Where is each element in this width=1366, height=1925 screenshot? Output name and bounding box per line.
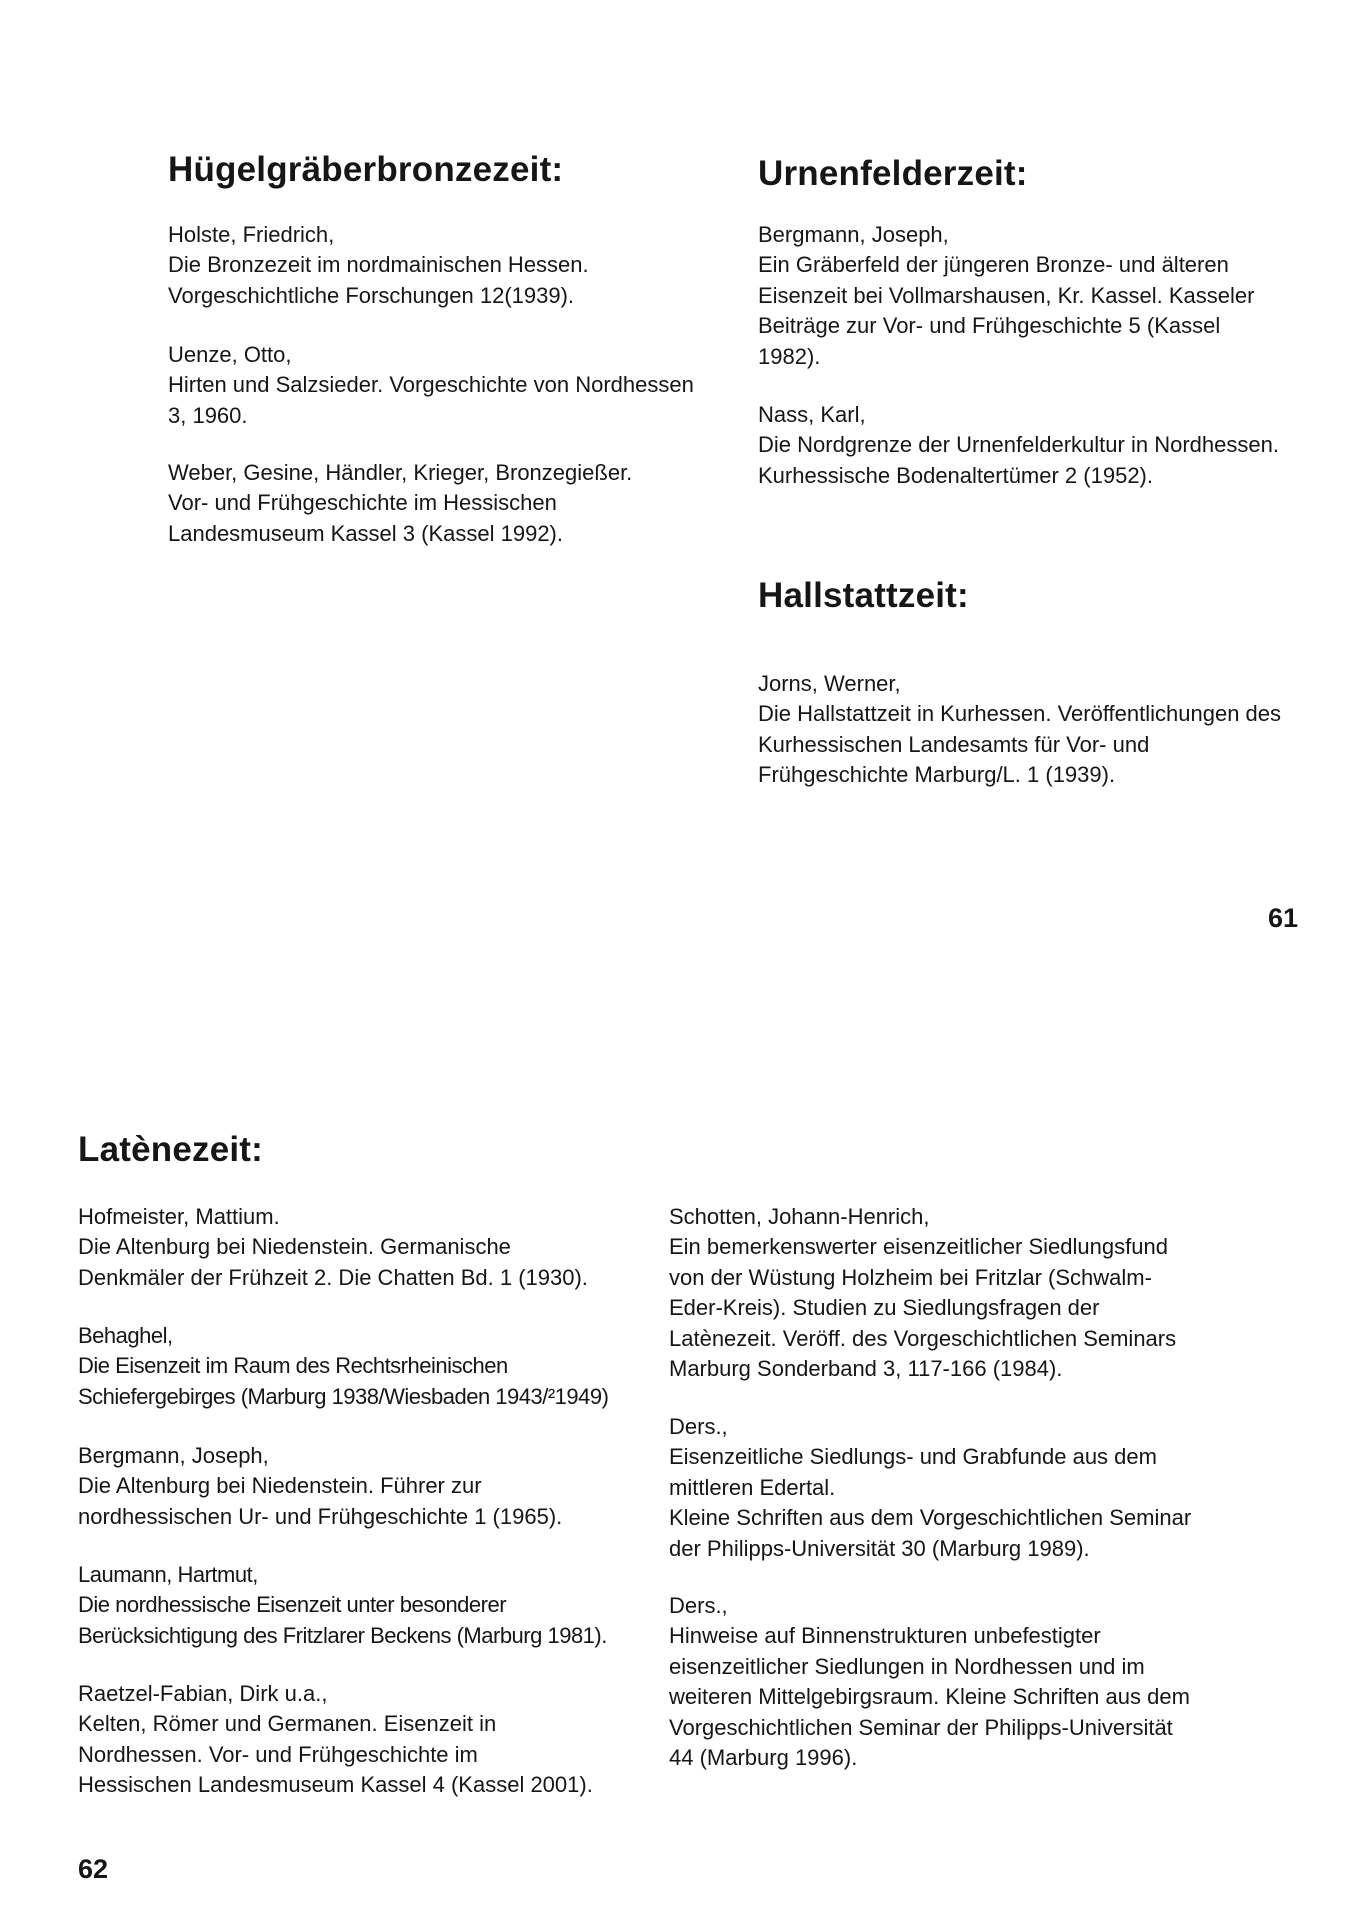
- entry-line: Vor- und Frühgeschichte im Hessischen: [168, 490, 557, 516]
- entry-line: Die nordhessische Eisenzeit unter besonderer: [78, 1592, 507, 1618]
- entry-author: Uenze, Otto,: [168, 342, 292, 367]
- entry-line: Kelten, Römer und Germanen. Eisenzeit in: [78, 1711, 497, 1737]
- bibliography-entry: [168, 340, 694, 431]
- entry-line: eisenzeitlicher Siedlungen in Nordhessen und im: [669, 1653, 1145, 1679]
- entry-line: Hessischen Landesmuseum Kassel 4 (Kassel 2001).: [78, 1772, 593, 1798]
- bibliography-entry: [78, 1441, 562, 1532]
- bibliography-entry: [758, 220, 1254, 372]
- bibliography-entry: [78, 1679, 593, 1801]
- bibliography-entry: [758, 669, 1281, 791]
- entry-author: Jorns, Werner,: [758, 671, 901, 696]
- entry-line: 44 (Marburg 1996).: [669, 1745, 858, 1771]
- section-heading: Hallstattzeit:: [758, 576, 969, 615]
- entry-line: Vorgeschichtliche Forschungen 12(1939).: [168, 282, 575, 308]
- entry-author: Bergmann, Joseph,: [78, 1443, 269, 1468]
- entry-author: Schotten, Johann-Henrich,: [669, 1204, 930, 1229]
- entry-line: Ein bemerkenswerter eisenzeitlicher Siedlungsfund: [669, 1234, 1168, 1260]
- section-urnenfelderzeit: [758, 150, 1348, 488]
- section-huegelgraeberbronzezeit: [168, 150, 728, 546]
- bibliography-entry: [168, 220, 589, 311]
- entry-author: Behaghel,: [78, 1323, 173, 1348]
- entry-line: Die Nordgrenze der Urnenfelderkultur in Nordhessen.: [758, 432, 1279, 458]
- entry-line: Die Hallstattzeit in Kurhessen. Veröffentlichungen des: [758, 701, 1282, 727]
- entry-author: Ders.,: [669, 1414, 728, 1439]
- bibliography-entry: [669, 1412, 1191, 1564]
- entry-author: Raetzel-Fabian, Dirk u.a.,: [78, 1681, 328, 1706]
- entry-line: weiteren Mittelgebirgsraum. Kleine Schriften aus dem: [669, 1684, 1190, 1710]
- section-latenezeit: [78, 1130, 698, 1170]
- entry-line: Vorgeschichtlichen Seminar der Philipps-Universität: [669, 1714, 1173, 1740]
- bibliography-entry: [78, 1202, 588, 1293]
- entry-line: Hirten und Salzsieder. Vorgeschichte von Nordhessen: [168, 372, 694, 398]
- entry-line: Eisenzeit bei Vollmarshausen, Kr. Kassel. Kasseler: [758, 282, 1255, 308]
- entry-line: Berücksichtigung des Fritzlarer Beckens (Marburg 1981).: [78, 1622, 607, 1648]
- entry-line: Kurhessischen Landesamts für Vor- und: [758, 731, 1150, 757]
- bibliography-entry: [78, 1321, 608, 1412]
- entry-line: Die Altenburg bei Niedenstein. Germanische: [78, 1234, 511, 1260]
- entry-line: Die Altenburg bei Niedenstein. Führer zur: [78, 1473, 482, 1499]
- entry-line: Eder-Kreis). Studien zu Siedlungsfragen der: [669, 1295, 1100, 1321]
- page-number: 62: [78, 1854, 109, 1884]
- entry-line: Schiefergebirges (Marburg 1938/Wiesbaden 1943/²1949): [78, 1383, 609, 1409]
- entry-line: 1982).: [758, 343, 821, 369]
- entry-line: Denkmäler der Frühzeit 2. Die Chatten Bd. 1 (1930).: [78, 1264, 588, 1290]
- entry-author: Hofmeister, Mattium.: [78, 1204, 280, 1229]
- section-hallstattzeit: [758, 576, 1348, 788]
- section-heading: Hügelgräberbronzezeit:: [168, 150, 564, 189]
- entry-author: Laumann, Hartmut,: [78, 1562, 258, 1587]
- bibliography-entry: [758, 400, 1279, 491]
- entry-line: Die Bronzezeit im nordmainischen Hessen.: [168, 252, 589, 278]
- bibliography-entry: [168, 458, 632, 549]
- entry-line: Latènezeit. Veröff. des Vorgeschichtlichen Seminars: [669, 1325, 1177, 1351]
- entry-author: Nass, Karl,: [758, 402, 866, 427]
- entry-line: mittleren Edertal.: [669, 1474, 836, 1500]
- entry-line: Beiträge zur Vor- und Frühgeschichte 5 (Kassel: [758, 313, 1221, 339]
- entry-line: 3, 1960.: [168, 402, 248, 428]
- entry-author: Bergmann, Joseph,: [758, 222, 949, 247]
- entry-line: Die Eisenzeit im Raum des Rechtsrheinischen: [78, 1353, 508, 1379]
- bibliography-entry: [669, 1202, 1176, 1384]
- bibliography-entry: [669, 1591, 1190, 1773]
- entry-line: von der Wüstung Holzheim bei Fritzlar (Schwalm-: [669, 1264, 1152, 1290]
- entry-line: Hinweise auf Binnenstrukturen unbefestigter: [669, 1623, 1101, 1649]
- entry-line: Landesmuseum Kassel 3 (Kassel 1992).: [168, 520, 563, 546]
- entry-line: Marburg Sonderband 3, 117-166 (1984).: [669, 1356, 1063, 1382]
- entry-author: Weber, Gesine, Händler, Krieger, Bronzegießer.: [168, 460, 633, 485]
- section-heading: Latènezeit:: [78, 1130, 264, 1169]
- entry-author: Holste, Friedrich,: [168, 222, 335, 247]
- entry-line: Eisenzeitliche Siedlungs- und Grabfunde aus dem: [669, 1444, 1157, 1470]
- entry-author: Ders.,: [669, 1593, 728, 1618]
- entry-line: nordhessischen Ur- und Frühgeschichte 1 (1965).: [78, 1503, 563, 1529]
- entry-line: der Philipps-Universität 30 (Marburg 1989).: [669, 1535, 1090, 1561]
- section-heading: Urnenfelderzeit:: [758, 154, 1028, 193]
- entry-line: Ein Gräberfeld der jüngeren Bronze- und älteren: [758, 252, 1229, 278]
- entry-line: Kleine Schriften aus dem Vorgeschichtlichen Seminar: [669, 1505, 1192, 1531]
- entry-line: Kurhessische Bodenaltertümer 2 (1952).: [758, 462, 1153, 488]
- page-number: 61: [1268, 903, 1299, 933]
- entry-line: Frühgeschichte Marburg/L. 1 (1939).: [758, 762, 1116, 788]
- bibliography-entry: [78, 1560, 607, 1651]
- entry-line: Nordhessen. Vor- und Frühgeschichte im: [78, 1741, 478, 1767]
